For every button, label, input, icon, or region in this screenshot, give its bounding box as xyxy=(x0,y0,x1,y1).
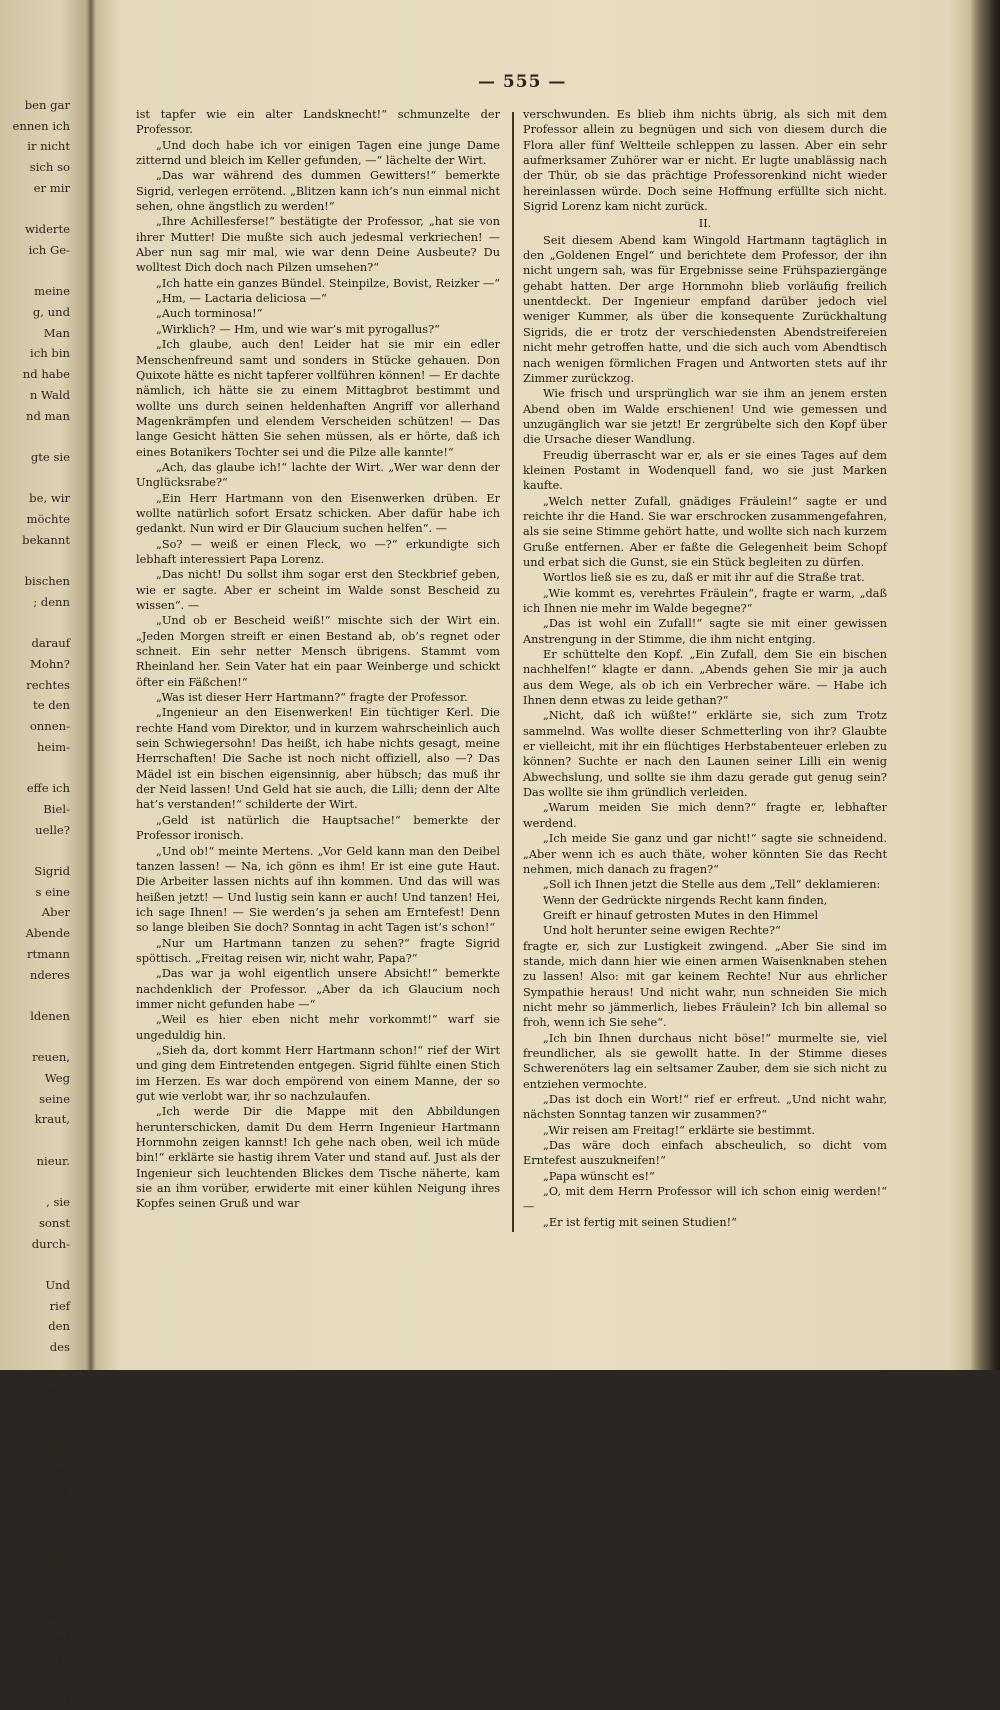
paragraph: „Ingenieur an den Eisenwerken! Ein tüchtiger Kerl. Die rechte Hand vom Direktor, und in kurzem wahrscheinlich auch sein Schwiegersohn! Das heißt, ich habe nichts gesagt, meine Herrschaften! Die Sache ist noch nicht offiziell, also —? Das Mädel ist ein bischen eigensinnig, aber hübsch; das muß ihr der Neid lassen! Und Geld hat sie auch, die Lilli; denn der Alte hat’s verstanden!“ schilderte der Wirt. xyxy=(136,706,500,812)
paragraph: „Warum meiden Sie mich denn?“ fragte er, lebhafter werdend. xyxy=(523,801,887,830)
prev-page-line: durch- xyxy=(31,1236,70,1251)
right-column xyxy=(523,107,887,1230)
paragraph: „Und doch habe ich vor einigen Tagen eine junge Dame zitternd und bleich im Keller gefunden, —“ lächelte der Wirt. xyxy=(136,138,500,168)
prev-page-line: nd habe xyxy=(22,367,70,382)
prev-page-line xyxy=(0,840,74,861)
paragraph: „Nur um Hartmann tanzen zu sehen?“ fragte Sigrid spöttisch. „Freitag reisen wir, nicht wahr, Papa?“ xyxy=(136,936,500,965)
paragraph: „Sieh da, dort kommt Herr Hartmann schon!“ rief der Wirt und ging dem Eintretenden entgegen. Sigrid fühlte einen Stich im Herzen. Es war doch empörend von einem Manne, der so gut wie verlobt war, ihr so nachzulaufen. xyxy=(136,1043,500,1103)
prev-page-line: widerte xyxy=(25,222,70,237)
prev-page-line: seine xyxy=(39,1091,70,1106)
paragraph: „Auch torminosa!“ xyxy=(156,307,263,321)
prev-page-line: effe ich xyxy=(26,781,70,796)
chapter-heading: II. xyxy=(698,217,712,231)
prev-page-line: ir nicht xyxy=(27,139,70,154)
paragraph: „So? — weiß er einen Fleck, wo —?“ erkundigte sich lebhaft interessiert Papa Lorenz. xyxy=(136,537,500,566)
prev-page-line xyxy=(0,1130,74,1151)
paragraph: „Das ist wohl ein Zufall!“ sagte sie mit einer gewissen Anstrengung in der Stimme, die ihm nicht entging. xyxy=(523,617,887,646)
prev-page-line: te den xyxy=(33,698,70,713)
prev-page-line: end- xyxy=(44,1505,70,1520)
prev-page-line: ben gar xyxy=(24,98,70,112)
paragraph: „Und ob!“ meinte Mertens. „Vor Geld kann man den Deibel tanzen lassen! — Na, ich gönn es ihm! Er ist eine gute Haut. Die Arbeiter lassen nichts auf ihn kommen. Und das will was heißen jetzt! — Und lustig sein kann er auch! Und tanzen! Hei, ich sage Ihnen! — Sie werden’s ja sehen am Erntefest! Denn so lange bleiben Sie doch? Sonntag in acht Tagen ist’s schon!“ xyxy=(136,844,500,935)
paragraph: Seit diesem Abend kam Wingold Hartmann tagtäglich in den „Goldenen Engel“ und berichtete dem Professor, der ihn nicht ungern sah, was für Ergebnisse seine Frühspaziergänge gehabt hatten. Der arge Hornmohn blieb vorläufig freilich unentdeckt. Der Ingenieur empfand darüber jedoch viel weniger Kummer, als über die konsequente Zurückhaltung Sigrids, die er trotz der verschiedensten Abendstreifereien nicht mehr getroffen hatte, und die sich auch vom Abendtisch nach wenigen förmlichen Fragen und Antworten stets auf ihr Zimmer zurückzog. xyxy=(523,233,887,385)
paragraph: „Und ob er Bescheid weiß!“ mischte sich der Wirt ein. „Jeden Morgen streift er einen Bestand ab, ob’s regnet oder schneit. Ein sehr netter Mensch übrigens. Stammt vom Rheinland her. Sein Vater hat ein paar Weinberge und schickt öfter ein Fäßchen!“ xyxy=(136,614,500,689)
prev-page-line: Biel- xyxy=(43,801,70,816)
prev-page-line: zu xyxy=(56,1650,70,1665)
paragraph: Wie frisch und ursprünglich war sie ihm an jenem ersten Abend oben im Walde erschienen! Und wie gemessen und unzugänglich war sie jetzt! Er zergrübelte sich den Kopf über die Ursache dieser Wandlung. xyxy=(523,387,887,447)
prev-page-line: ennen ich xyxy=(12,118,70,133)
paragraph: „Papa wünscht es!“ xyxy=(543,1169,655,1183)
prev-page-line: n Wald xyxy=(29,387,70,402)
prev-page-line: reuen, xyxy=(32,1050,70,1065)
prev-page-line: bischen xyxy=(24,574,70,589)
left-column xyxy=(136,107,500,1212)
prev-page-line: mer- xyxy=(42,1381,70,1396)
prev-page-line: sich so xyxy=(29,160,70,175)
prev-page-line xyxy=(0,426,74,447)
prev-page-line: meine xyxy=(34,284,70,299)
prev-page-line: g, und xyxy=(32,305,70,320)
prev-page-line xyxy=(0,1027,74,1048)
paragraph: „Ich glaube, auch den! Leider hat sie mir ein edler Menschenfreund samt und sonders in Stücke gehauen. Don Quixote hätte es nicht tapferer vollführen können! — Er dachte nämlich, ich hätte sie zu einem Mittagbrot bestimmt und wollte uns durch seinen heldenhaften Angriff vor allerhand Magenkrämpfen und elendem Verscheiden schützen! — Das lange Gesicht hätten Sie sehen müssen, als er hörte, daß ich eines Botanikers Tochter sei und die Pilze alle kannte!“ xyxy=(136,338,500,459)
paragraph: „Nicht, daß ich wüßte!“ erklärte sie, sich zum Trotz sammelnd. Was wollte dieser Schmetterling von ihr? Glaubte er vielleicht, mit ihr ein flüchtiges Herbstabenteuer erleben zu können? Suchte er nach den Launen seiner Lilli ein wenig Abwechslung, und sollte sie ihm dazu gerade gut genug sein? Das wollte sie ihm gründlich verleiden. xyxy=(523,709,887,800)
prev-page-line: lehr xyxy=(46,1609,70,1624)
prev-page-line: sich xyxy=(46,1485,70,1500)
paragraph: „Das war während des dummen Gewitters!“ bemerkte Sigrid, verlegen errötend. „Blitzen kann ich’s nun einmal nicht sehen, ohne ängstlich zu werden!“ xyxy=(136,169,500,214)
prev-page-line: rief xyxy=(49,1298,70,1313)
prev-page-line: und xyxy=(47,1630,70,1645)
prev-page-line: ldenen xyxy=(30,1008,70,1023)
paragraph: „Wir reisen am Freitag!“ erklärte sie bestimmt. xyxy=(543,1123,816,1137)
prev-page-line xyxy=(0,199,74,220)
prev-page-line: Weg xyxy=(44,1071,70,1086)
paragraph: ist tapfer wie ein alter Landsknecht!“ schmunzelte der Professor. xyxy=(136,108,500,137)
paragraph: „Ein Herr Hartmann von den Eisenwerken drüben. Er wollte natürlich sofort Ersatz schicken. Aber dafür habe ich gedankt. Nun wird er Dir Glaucium suchen helfen“. — xyxy=(136,491,500,536)
prev-page-line: Sigrid xyxy=(34,864,70,879)
prev-page-line: den xyxy=(48,1319,70,1334)
paragraph: „Was ist dieser Herr Hartmann?“ fragte der Professor. xyxy=(156,691,468,705)
prev-page-line: ärte xyxy=(46,1547,70,1562)
prev-page-line: ich bin xyxy=(30,346,70,361)
column-divider xyxy=(512,112,514,1232)
book-edge-shadow xyxy=(970,0,1000,1370)
prev-page-line: Aber xyxy=(41,905,70,920)
prev-page-line: er mir xyxy=(33,180,70,195)
prev-page-line: Abende xyxy=(25,926,70,941)
paragraph: „Wirklich? — Hm, und wie war’s mit pyrogallus?“ xyxy=(156,322,440,336)
paragraph: Wortlos ließ sie es zu, daß er mit ihr auf die Straße trat. xyxy=(543,571,865,585)
prev-page-line: ; denn xyxy=(33,594,70,609)
prev-page-line: be, wir xyxy=(29,491,70,506)
prev-page-line xyxy=(0,1524,74,1545)
verse-line: Greift er hinauf getrosten Mutes in den Himmel xyxy=(543,908,819,922)
prev-page-line xyxy=(0,1668,74,1689)
previous-page-edge-text xyxy=(0,95,74,1707)
paragraph: Freudig überrascht war er, als er sie eines Tages auf dem kleinen Postamt in Wodenquell fand, wo sie just Marken kaufte. xyxy=(523,448,887,493)
prev-page-line: Mohn? xyxy=(29,656,70,671)
paragraph: „Er ist fertig mit seinen Studien!“ xyxy=(543,1215,737,1229)
paragraph: „O, mit dem Herrn Professor will ich schon einig werden!“ — xyxy=(523,1185,887,1214)
prev-page-line: Wirt, xyxy=(40,1464,70,1479)
paragraph: Er schüttelte den Kopf. „Ein Zufall, dem Sie ein bischen nachhelfen!“ klagte er dann. „Abends gehen Sie mir ja auch aus dem Wege, als ob ich ein Verbrecher wäre. — Habe ich Ihnen denn etwas zu leide gethan?“ xyxy=(523,648,887,708)
paragraph: „Hm, — Lactaria deliciosa —“ xyxy=(156,292,327,306)
prev-page-line: Man xyxy=(43,325,70,340)
verse-line: Und holt herunter seine ewigen Rechte?“ xyxy=(543,924,781,938)
prev-page-line xyxy=(0,550,74,571)
prev-page-line: gte sie xyxy=(30,449,70,464)
prev-page-line xyxy=(0,758,74,779)
prev-page-line xyxy=(0,261,74,282)
prev-page-line: Und xyxy=(45,1278,70,1293)
paragraph: „Ich hatte ein ganzes Bündel. Steinpilze, Bovist, Reizker —“ xyxy=(156,276,500,290)
paragraph: „Weil es hier eben nicht mehr vorkommt!“ warf sie ungeduldig hin. xyxy=(136,1013,500,1042)
prev-page-line: , sie xyxy=(46,1195,70,1210)
prev-page-line: rechtes xyxy=(26,677,70,692)
paragraph: „Ich werde Dir die Mappe mit den Abbildungen herunterschicken, damit Du dem Herrn Ingenieur Hartmann Hornmohn zeigen kannst! Ich gehe nach oben, weil ich müde bin!“ erklärte sie hastig ihrem Vater und stand auf. Just als der Ingenieur sich leuchtenden Blickes dem Tische näherte, kam sie an ihm vorüber, erwiderte mit einer kühlen Neigung ihres Kopfes seinen Gruß und war xyxy=(136,1105,500,1211)
prev-page-line xyxy=(0,613,74,634)
prev-page-line: rtmann xyxy=(26,946,70,961)
prev-page-line: nieur. xyxy=(36,1153,70,1168)
prev-page-line: bekannt xyxy=(22,532,70,547)
paragraph: „Ach, das glaube ich!“ lachte der Wirt. „Wer war denn der Unglücksrabe?“ xyxy=(136,460,500,490)
paragraph: „Wie kommt es, verehrtes Fräulein“, fragte er warm, „daß ich Ihnen nie mehr im Walde begegne?“ xyxy=(523,586,887,615)
prev-page-line: des xyxy=(49,1340,70,1355)
prev-page-line xyxy=(0,1254,74,1275)
verse-line: Wenn der Gedrückte nirgends Recht kann finden, xyxy=(543,893,828,907)
paragraph: „Das nicht! Du sollst ihm sogar erst den Steckbrief geben, wie er sagte. Aber er scheint im Walde sonst Bescheid zu wissen“. — xyxy=(136,568,500,612)
prev-page-line: nderes xyxy=(29,967,70,982)
paragraph: „Welch netter Zufall, gnädiges Fräulein!“ sagte er und reichte ihr die Hand. Sie war erschrocken zusammengefahren, als sie seine Stimme gehört hatte, und wollte sich nach kurzem Gruße entfernen. Aber er faßte die Gelegenheit beim Schopf und erbat sich die Gunst, sie ein Stück begleiten zu dürfen. xyxy=(523,494,887,569)
paragraph: „Geld ist natürlich die Hauptsache!“ bemerkte der Professor ironisch. xyxy=(136,813,500,843)
paragraph: „Ich bin Ihnen durchaus nicht böse!“ murmelte sie, viel freundlicher, als sie gewollt hatte. In der Stimme dieses Schwerenöters lag ein seltsamer Zauber, dem sie sich nicht zu entziehen vermochte. xyxy=(523,1031,887,1091)
prev-page-line: ich Ge- xyxy=(28,242,70,257)
paragraph: fragte er, sich zur Lustigkeit zwingend. „Aber Sie sind im stande, mich dann hier wie einen armen Waisenknaben stehen zu lassen! Also: mit gar keinem Rechte! Nur aus ehrlicher Sympathie heraus! Und nicht wahr, nun schneiden Sie mich nicht mehr so jämmerlich, liebes Fräulein? Ich bin allemal so froh, wenn ich Sie sehe“. xyxy=(523,939,887,1030)
prev-page-line: sonst xyxy=(38,1215,70,1230)
prev-page-line xyxy=(0,1420,74,1441)
prev-page-line xyxy=(0,985,74,1006)
prev-page-line: möchte xyxy=(26,512,70,527)
prev-page-line: kraut, xyxy=(34,1112,70,1127)
prev-page-line: mich xyxy=(41,1567,70,1582)
prev-page-line: s eine xyxy=(35,884,70,899)
prev-page-line: ntel- xyxy=(43,1588,70,1603)
paragraph: „Ich meide Sie ganz und gar nicht!“ sagte sie schneidend. „Aber wenn ich es auch thäte, woher könnten Sie das Recht nehmen, mich danach zu fragen?“ xyxy=(523,832,887,876)
prev-page-line xyxy=(0,1358,74,1379)
prev-page-line xyxy=(0,468,74,489)
paragraph: „Soll ich Ihnen jetzt die Stelle aus dem „Tell“ deklamieren: xyxy=(543,878,881,892)
prev-page-line: nd man xyxy=(26,408,70,423)
prev-page-line: heim- xyxy=(37,739,70,754)
prev-page-line xyxy=(0,1172,74,1193)
paragraph: verschwunden. Es blieb ihm nichts übrig, als sich mit dem Professor allein zu begnügen und sich von diesem durch die Flora aller fünf Weltteile schleppen zu lassen. Aber ein sehr aufmerksamer Zuhörer war er nicht. Er lugte unablässig nach der Thür, ob sie das prächtige Professorenkind nicht wieder hereinlassen würde. Doch seine Hoffnung erfüllte sich nicht. Sigrid Lorenz kam nicht zurück. xyxy=(523,108,887,214)
prev-page-line: darauf xyxy=(31,636,70,651)
prev-page-line: onnen- xyxy=(29,719,70,734)
paragraph: „Das wäre doch einfach abscheulich, so dicht vom Erntefest auszukneifen!“ xyxy=(523,1139,887,1168)
paragraph: „Das war ja wohl eigentlich unsere Absicht!“ bemerkte nachdenklich der Professor. „Aber da ich Glaucium noch immer nicht gefunden habe —“ xyxy=(136,967,500,1011)
paragraph: „Ihre Achillesferse!“ bestätigte der Professor, „hat sie von ihrer Mutter! Die mußte sich auch jedesmal verkriechen! — Aber nun sag mir mal, wie war denn Deine Ausbeute? Du wolltest Dich doch nach Pilzen umsehen?“ xyxy=(136,215,500,275)
prev-page-line: uelle? xyxy=(35,822,70,837)
prev-page-line: schon xyxy=(35,1402,70,1417)
page-number: — 555 — xyxy=(478,72,567,92)
paragraph: „Das ist doch ein Wort!“ rief er erfreut. „Und nicht wahr, nächsten Sonntag tanzen wir zusammen?“ xyxy=(523,1093,887,1122)
prev-page-line: renz, xyxy=(40,1443,70,1458)
prev-page-line: rid xyxy=(53,1692,70,1707)
